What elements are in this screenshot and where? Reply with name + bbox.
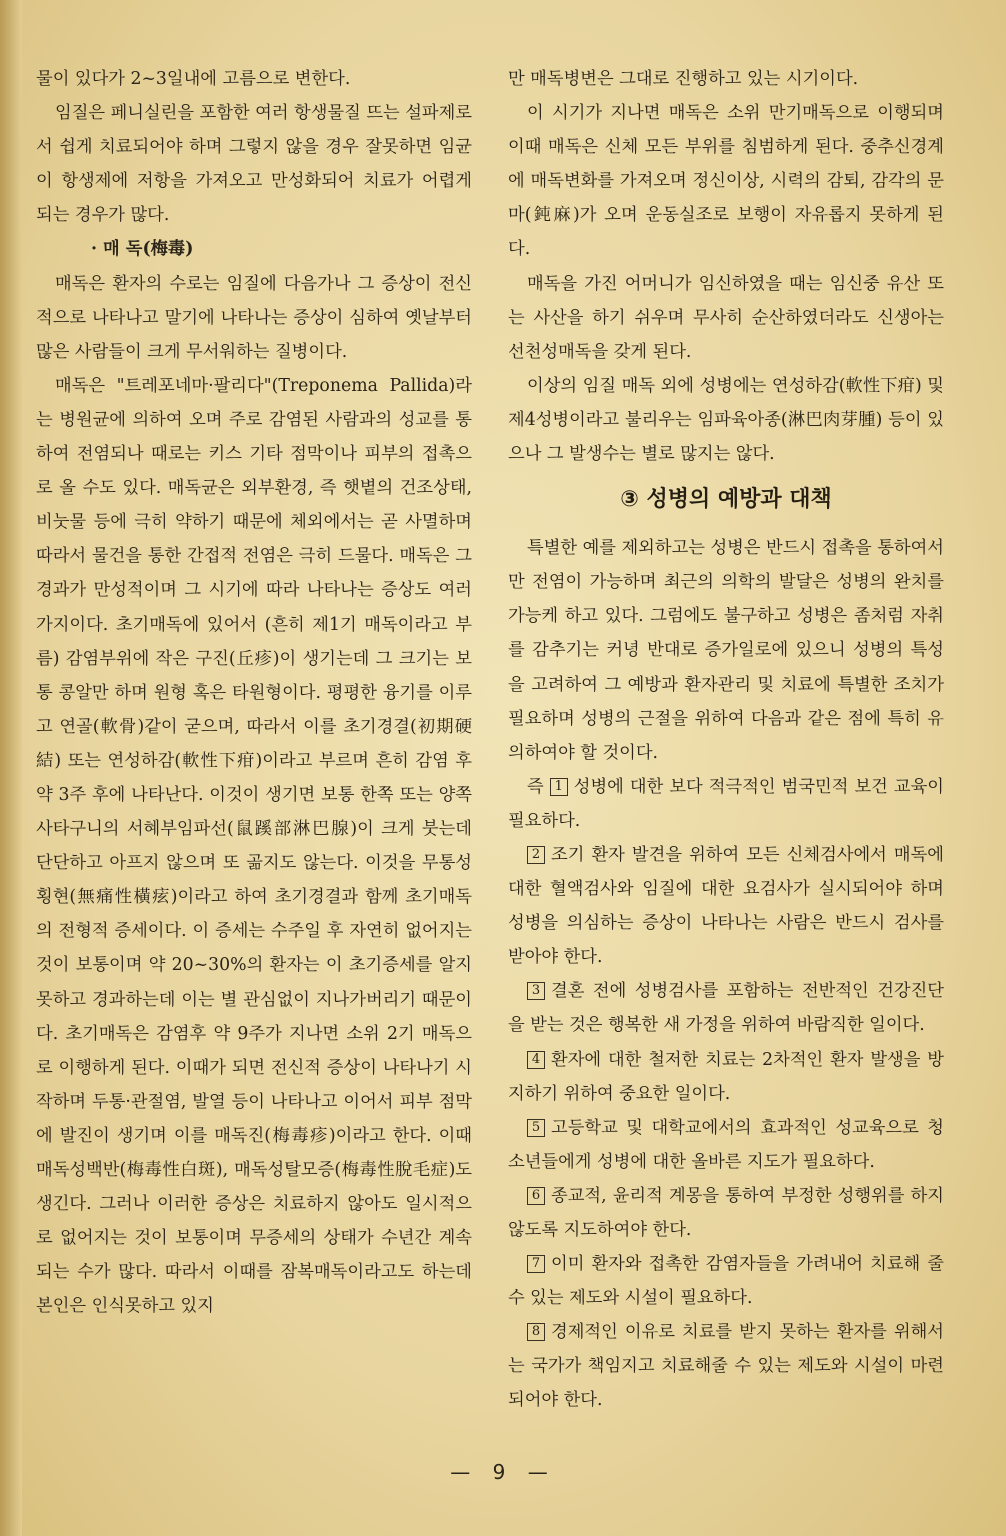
item-text: 종교적, 윤리적 계몽을 통하여 부정한 성행위를 하지 않도록 지도하여야 한다.: [508, 1185, 944, 1240]
item-text: 이미 환자와 접촉한 감염자들을 가려내어 치료해 줄 수 있는 제도와 시설이 필요하다.: [508, 1254, 944, 1309]
paragraph: 매독은 "트레포네마·팔리다"(Treponema Pallida)라는 병원균에 의하여 오며 주로 감염된 사람과의 성교를 통하여 전염되나 때로는 키스 기타 점막이나 피부의 접촉으로 올 수도 있다. 매독균은 외부환경, 즉 햇볕의 건조상태, 비눗물 등에 극히 약하기 때문에 체외에서는 곧 사멸하며 따라서 물건을 통한 간접적 전염은 극히 드물다. 매독은 그 경과가 만성적이며 그 시기에 따라 나타나는 증상도 여러가지이다. 초기매독에 있어서 (흔히 제1기 매독이라고 부름) 감염부위에 작은 구진(丘疹)이 생기는데 그 크기는 보통 콩알만 하며 원형 혹은 타원형이다. 평평한 융기를 이루고 연골(軟骨)같이 굳으며, 따라서 이를 초기경결(初期硬結) 또는 연성하감(軟性下疳)이라고 부르며 흔히 감염 후 약 3주 후에 나타난다. 이것이 생기면 보통 한쪽 또는 양쪽 사타구니의 서혜부임파선(鼠蹊部淋巴腺)이 크게 붓는데 단단하고 아프지 않으며 또 곪지도 않는다. 이것을 무통성횡현(無痛性橫痃)이라고 하여 초기경결과 함께 초기매독의 전형적 증세이다. 이 증세는 수주일 후 자연히 없어지는 것이 보통이며 약 20~30%의 환자는 이 초기증세를 알지 못하고 경과하는데 이는 별 관심없이 지나가버리기 때문이다. 초기매독은 감염후 약 9주가 지나면 소위 2기 매독으로 이행하게 된다. 이때가 되면 전신적 증상이 나타나기 시작하며 두통·관절염, 발열 등이 나타나고 이어서 피부 점막에 발진이 생기며 이를 매독진(梅毒疹)이라고 한다. 이때 매독성백반(梅毒性白斑), 매독성탈모증(梅毒性脫毛症)도 생긴다. 그러나 이러한 증상은 치료하지 않아도 일시적으로 없어지는 것이 보통이며 무증세의 상태가 수년간 계속되는 수가 많다. 따라서 이때를 잠복매독이라고도 하는데 본인은 인식못하고 있지: [36, 375, 472, 1317]
paragraph: 특별한 예를 제외하고는 성병은 반드시 접촉을 통하여서만 전염이 가능하며 최근의 의학의 발달은 성병의 완치를 가능케 하고 있다. 그럼에도 불구하고 성병은 좀처럼 자취를 감추기는 커녕 반대로 증가일로에 있으니 성병의 특성을 고려하여 그 예방과 환자관리 및 치료에 특별한 조치가 필요하며 성병의 근절을 위하여 다음과 같은 점에 특히 유의하여야 할 것이다.: [508, 538, 944, 763]
item-text: 결혼 전에 성병검사를 포함하는 전반적인 건강진단을 받는 것은 행복한 새 가정을 위하여 바람직한 일이다.: [508, 981, 944, 1036]
item-text: 고등학교 및 대학교에서의 효과적인 성교육으로 청소년들에게 성병에 대한 올바른 지도가 필요하다.: [508, 1117, 944, 1172]
page-edge-shadow: [0, 0, 22, 1536]
item-text: 경제적인 이유로 치료를 받지 못하는 환자를 위해서는 국가가 책임지고 치료해줄 수 있는 제도와 시설이 마련되어야 한다.: [508, 1322, 944, 1411]
paragraph: 매독을 가진 어머니가 임신하였을 때는 임신중 유산 또는 사산을 하기 쉬우며 무사히 순산하였더라도 신생아는 선천성매독을 갖게 된다.: [508, 273, 944, 362]
item-number: 8: [527, 1323, 545, 1341]
item-text: 환자에 대한 철저한 치료는 2차적인 환자 발생을 방지하기 위하여 중요한 일이다.: [508, 1049, 944, 1104]
list-item: [508, 770, 944, 838]
list-item: [508, 838, 944, 974]
paragraph: 이상의 임질 매독 외에 성병에는 연성하감(軟性下疳) 및 제4성병이라고 불리우는 임파육아종(淋巴肉芽腫) 등이 있으나 그 발생수는 별로 많지는 않다.: [508, 375, 944, 465]
list-item: [508, 974, 944, 1042]
subheading-syphilis: · 매 독(梅毒): [91, 239, 194, 260]
item-number: 7: [527, 1255, 545, 1273]
item-prefix: 즉: [527, 776, 544, 797]
item-number: 5: [527, 1119, 545, 1137]
list-item: [508, 1043, 944, 1111]
list-item: [508, 1111, 944, 1179]
item-text: 조기 환자 발견을 위하여 모든 신체검사에서 매독에 대한 혈액검사와 임질에 대한 요검사가 실시되어야 하며 성병을 의심하는 증상이 나타나는 사람은 반드시 검사를 받아야 한다.: [508, 844, 944, 968]
right-column: [508, 62, 944, 1418]
item-number: 4: [527, 1051, 545, 1069]
list-item: [508, 1247, 944, 1315]
paragraph: 매독은 환자의 수로는 임질에 다음가나 그 증상이 전신적으로 나타나고 말기에 나타나는 증상이 심하여 옛날부터 많은 사람들이 크게 무서워하는 질병이다.: [36, 273, 472, 362]
paragraph: 이 시기가 지나면 매독은 소위 만기매독으로 이행되며 이때 매독은 신체 모든 부위를 침범하게 된다. 중추신경계에 매독변화를 가져오며 정신이상, 시력의 감퇴, 감각의 문마(鈍麻)가 오며 운동실조로 보행이 자유롭지 못하게 된다.: [508, 103, 944, 260]
page-number: — 9 —: [450, 1460, 556, 1484]
item-text: 성병에 대한 보다 적극적인 범국민적 보건 교육이 필요하다.: [508, 776, 944, 831]
paragraph: 물이 있다가 2~3일내에 고름으로 변한다.: [36, 69, 351, 89]
left-column: [36, 62, 472, 1323]
item-number: 3: [527, 982, 545, 1000]
section-title: ③ 성병의 예방과 대책: [620, 487, 832, 513]
paragraph: 임질은 페니실린을 포함한 여러 항생물질 뜨는 설파제로서 쉽게 치료되어야 하며 그렇지 않을 경우 잘못하면 임균이 항생제에 저항을 가져오고 만성화되어 치료가 어렵게 되는 경우가 많다.: [36, 103, 472, 226]
paragraph: 만 매독병변은 그대로 진행하고 있는 시기이다.: [508, 69, 859, 89]
list-item: [508, 1179, 944, 1247]
item-number: 2: [527, 846, 545, 864]
list-item: [508, 1315, 944, 1417]
item-number: 6: [527, 1187, 545, 1205]
item-number: 1: [550, 778, 568, 796]
